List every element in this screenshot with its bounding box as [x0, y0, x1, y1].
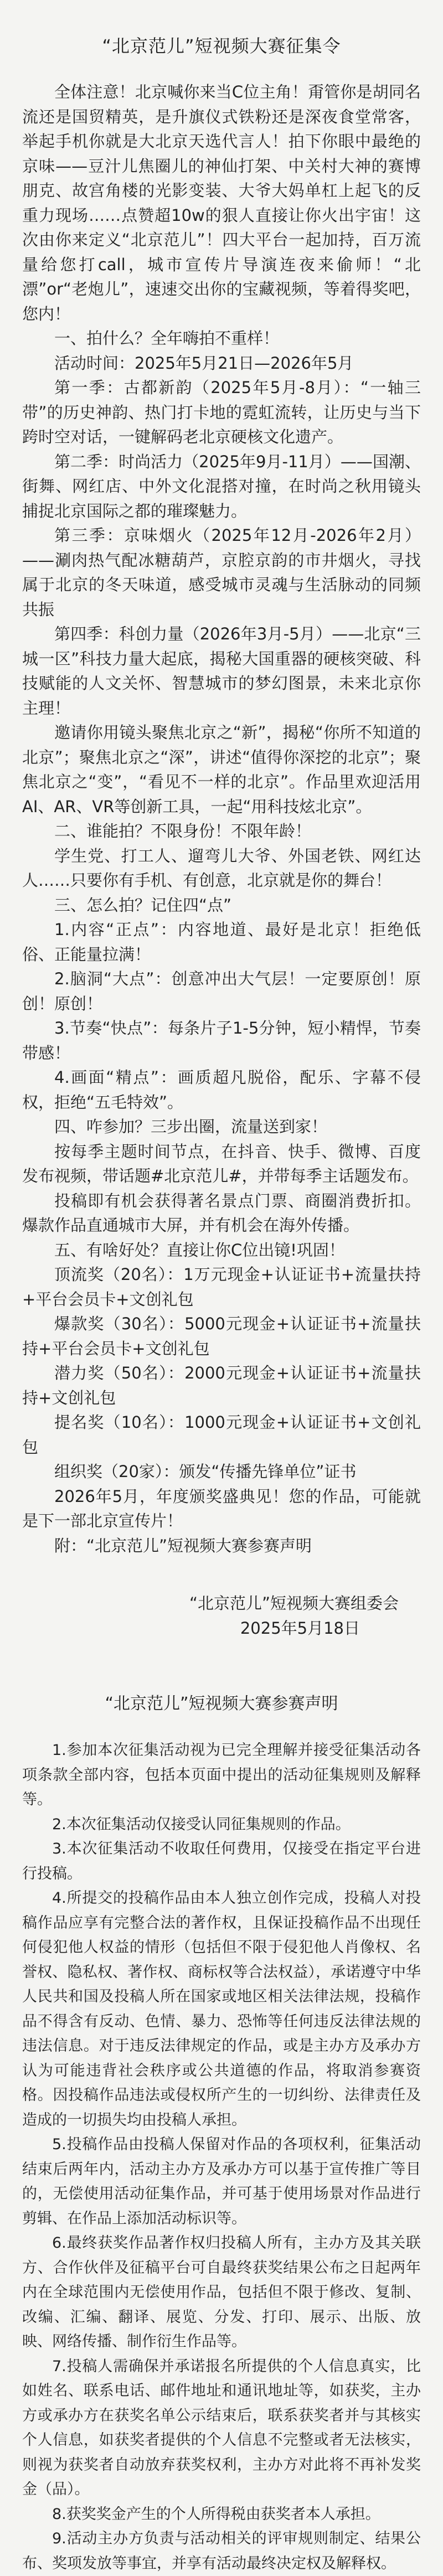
award-item: 提名奖（10名）：1000元现金+认证证书+文创礼包: [22, 1413, 421, 1457]
notice-paragraph: 第四季：科创力量（2026年3月-5月）——北京“三城一区”科技力量大起底，揭秘大国重器的硬核突破、科技赋能的人文关怀、智慧城市的梦幻图景，未来北京你主理！: [22, 624, 421, 717]
notice-paragraph: 投稿即有机会获得著名景点门票、商圈消费折扣。爆款作品直通城市大屏，并有机会在海外传播。: [22, 1191, 421, 1235]
statement-clause: 4.所提交的投稿作品由本人独立创作完成，投稿人对投稿作品应享有完整合法的著作权，且保证投稿作品不出现任何侵犯他人权益的情形（包括但不限于侵犯他人肖像权、名誉权、隐私权、著作权、商标权等合法权益），承诺遵守中华人民共和国及投稿人所在国家或地区相关法律法规，投稿作品不得含有反动、色情、暴力、恐怖等任何违反法律法规的违法信息。对于违反法律规定的作品，或是主办方及承办方认为可能违背社会秩序或公共道德的作品，将取消参赛资格。因投稿作品违法或侵权所产生的一切纠纷、法律责任及造成的一切损失均由投稿人承担。: [22, 1890, 421, 2129]
award-item: 潜力奖（50名）：2000元现金+认证证书+流量扶持+文创礼包: [22, 1364, 421, 1407]
notice-paragraph: 1.内容“正点”：内容地道、最好是北京！拒绝低俗、正能量拉满！: [22, 920, 421, 964]
notice-paragraph: 学生党、打工人、遛弯儿大爷、外国老铁、网红达人……只要你有手机、有创意，北京就是你的舞台！: [22, 846, 421, 890]
notice-paragraph: 按每季主题时间节点，在抖音、快手、微博、百度发布视频，带话题#北京范儿#，并带每季主话题发布。: [22, 1142, 421, 1185]
statement-clause: 5.投稿作品由投稿人保留对作品的各项权利，征集活动结束后两年内，活动主办方及承办方可以基于宣传推广等目的，无偿使用活动征集作品，并可基于使用场景对作品进行剪辑、在作品上添加活动标识等。: [22, 2136, 421, 2227]
award-item: 爆款奖（30名）：5000元现金+认证证书+流量扶持+平台会员卡+文创礼包: [22, 1314, 421, 1358]
section-heading: 二、谁能拍？不限身份！不限年龄！: [54, 822, 312, 840]
statement-clause: 8.获奖奖金产生的个人所得税由获奖者本人承担。: [52, 2505, 380, 2523]
statement-clause: 7.投稿人需确保并承诺报名所提供的个人信息真实，比如姓名、联系电话、邮件地址和通讯地址等，如获奖，主办方或承办方在获奖名单公示结束后，联系获奖者并与其核实个人信息，如获奖者提供的个人信息不完整或者无法核实，则视为获奖者自动放弃获奖权利，主办方对此将不再补发奖金（品）。: [22, 2357, 421, 2498]
notice-paragraph: 第二季：时尚活力（2025年9月-11月）——国潮、街舞、网红店、中外文化混搭对撞，在时尚之秋用镜头捕捉北京国际之都的璀璨魅力。: [22, 452, 421, 520]
organizer-signature: “北京范儿”短视频大赛组委会: [189, 1594, 399, 1613]
notice-paragraph: 第三季：京味烟火（2025年12月-2026年2月）——涮肉热气配冰糖葫芦，京腔京韵的市井烟火，寻找属于北京的冬天味道，感受城市灵魂与生活脉动的同频共振: [22, 526, 421, 619]
award-item: 顶流奖（20名）：1万元现金+认证证书+流量扶持+平台会员卡+文创礼包: [22, 1265, 421, 1309]
award-item: 组织奖（20家）：颁发“传播先锋单位”证书: [54, 1462, 357, 1481]
statement-clause: 3.本次征集活动不收取任何费用，仅接受在指定平台进行投稿。: [22, 1840, 421, 1882]
section-heading: 五、有啥好处？直接让你C位出镜!巩固！: [54, 1240, 345, 1259]
section-heading: 三、怎么拍？记住四“点”: [54, 895, 232, 915]
notice-date: 2025年5月18日: [240, 1618, 360, 1638]
notice-paragraph: 2026年5月，年度颁奖盛典见！您的作品，可能就是下一部北京宣传片！: [22, 1486, 421, 1530]
statement-clause: 1.参加本次征集活动视为已完全理解并接受征集活动各项条款全部内容，包括本页面中提出的活动征集规则及解释等。: [22, 1742, 421, 1808]
notice-paragraph: 全体注意！北京喊你来当C位主角！甭管你是胡同名流还是国贸精英，是升旗仪式铁粉还是深夜食堂常客，举起手机你就是大北京天选代言人！拍下你眼中最绝的京味——豆汁儿焦圈儿的神仙打架、中关村大神的赛博朋克、故宫角楼的光影变装、大爷大妈单杠上起飞的反重力现场……点赞超10w的狠人直接让你火出宇宙！这次由你来定义“北京范儿”！四大平台一起加持，百万流量给您打call，城市宣传片导演连夜来偷师！“北漂”or“老炮儿”，速速交出你的宝藏视频，等着得奖吧，您内！: [22, 82, 421, 323]
attachment-note: 附：“北京范儿”短视频大赛参赛声明: [54, 1536, 312, 1555]
statement-clause: 6.最终获奖作品著作权归投稿人所有，主办方及其关联方、合作伙伴及征稿平台可自最终获奖结果公布之日起两年内在全球范围内无偿使用作品，包括但不限于修改、复制、改编、汇编、翻译、展览、分发、打印、展示、出版、放映、网络传播、制作衍生作品等。: [22, 2234, 421, 2350]
statement-body: [0, 1738, 443, 2576]
notice-paragraph: 第一季：古都新韵（2025年5月-8月）：“一轴三带”的历史神韵、热门打卡地的霓虹流转，让历史与当下跨时空对话，一键解码老北京硬核文化遗产。: [22, 378, 421, 446]
section-heading: 一、拍什么？全年嗨拍不重样！: [54, 329, 280, 348]
section-heading: 四、咋参加？三步出圈，流量送到家！: [54, 1117, 328, 1136]
notice-paragraph: 4.画面“精点”：画质超凡脱俗，配乐、字幕不侵权，拒绝“五毛特效”。: [22, 1068, 421, 1112]
notice-paragraph: 邀请你用镜头聚焦北京之“新”，揭秘“你所不知道的北京”；聚焦北京之“深”，讲述“值得你深挖的北京”；聚焦北京之“变”，“看见不一样的北京”。作品里欢迎活用AI、AR、VR等创新工具，一起“用科技炫北京”。: [22, 723, 421, 816]
notice-paragraph: 2.脑洞“大点”：创意冲出大气层！一定要原创！原创！原创！: [22, 969, 421, 1013]
notice-title: “北京范儿”短视频大赛征集令: [102, 35, 341, 56]
notice-paragraph: 3.节奏“快点”：每条片子1-5分钟，短小精悍，节奏带感！: [22, 1019, 421, 1062]
notice-paragraph: 活动时间：2025年5月21日—2026年5月: [54, 353, 354, 373]
statement-title: “北京范儿”短视频大赛参赛声明: [105, 1694, 338, 1713]
statement-clause: 9.活动主办方负责与活动相关的评审规则制定、结果公布、奖项发放等事宜，并享有活动最终决定权及解释权。: [22, 2530, 421, 2572]
statement-clause: 2.本次征集活动仅接受认同征集规则的作品。: [52, 1815, 351, 1833]
notice-body: [0, 80, 443, 1558]
